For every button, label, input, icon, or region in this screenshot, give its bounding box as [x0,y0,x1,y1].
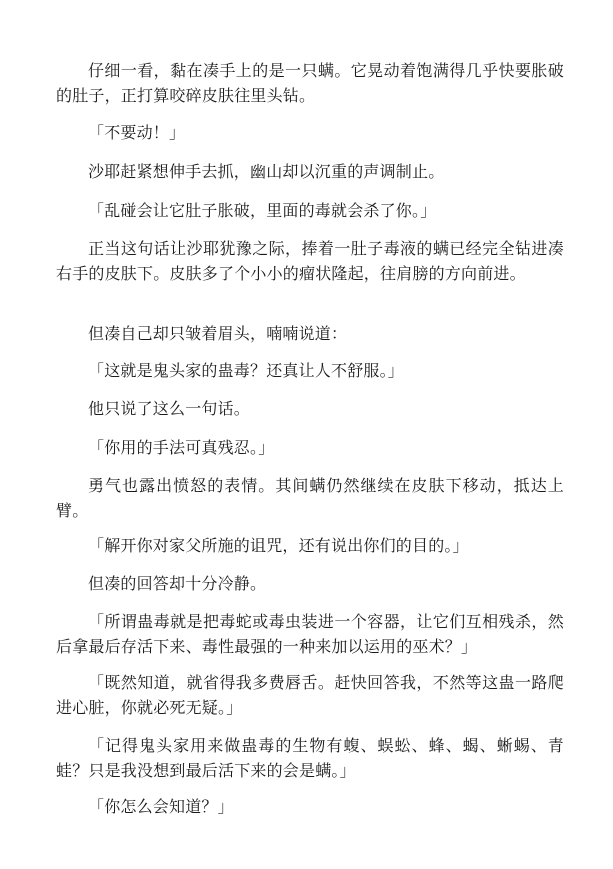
paragraph-9: 「你用的手法可真残忍。」 [88,438,275,457]
paragraph-4: 「乱碰会让它肚子胀破，里面的毒就会杀了你。」 [88,201,437,220]
paragraph-11: 「解开你对家父所施的诅咒，还有说出你们的目的。」 [88,536,469,555]
paragraph-6: 但凑自己却只皱着眉头，喃喃说道： [88,324,348,343]
paragraph-7: 「这就是鬼头家的蛊毒？还真让人不舒服。」 [88,361,405,380]
paragraph-3: 沙耶赶紧想伸手去抓，幽山却以沉重的声调制止。 [88,162,445,181]
paragraph-8: 他只说了这么一句话。 [88,399,251,418]
paragraph-14: 「既然知道，就省得我多费唇舌。赶快回答我，不然等这蛊一路爬进心脏，你就必死无疑。」 [56,673,564,717]
paragraph-1: 仔细一看，黏在凑手上的是一只螨。它晃动着饱满得几乎快要胀破的肚子，正打算咬碎皮肤往里头钻。 [56,61,564,105]
paragraph-5: 正当这句话让沙耶犹豫之际，捧着一肚子毒液的螨已经完全钻进凑右手的皮肤下。皮肤多了个小小的瘤状隆起，往肩膀的方向前进。 [56,239,564,283]
paragraph-13: 「所谓蛊毒就是把毒蛇或毒虫装进一个容器，让它们互相残杀，然后拿最后存活下来、毒性最强的一种来加以运用的巫术？」 [56,612,564,656]
paragraph-2: 「不要动！」 [88,123,186,142]
paragraph-16: 「你怎么会知道？」 [88,797,234,816]
paragraph-15: 「记得鬼头家用来做蛊毒的生物有蝮、蜈蚣、蜂、蝎、蜥蜴、青蛙？只是我没想到最后活下来的会是螨。」 [56,736,564,780]
paragraph-12: 但凑的回答却十分冷静。 [88,574,267,593]
paragraph-10: 勇气也露出愤怒的表情。其间螨仍然继续在皮肤下移动，抵达上臂。 [56,476,564,520]
